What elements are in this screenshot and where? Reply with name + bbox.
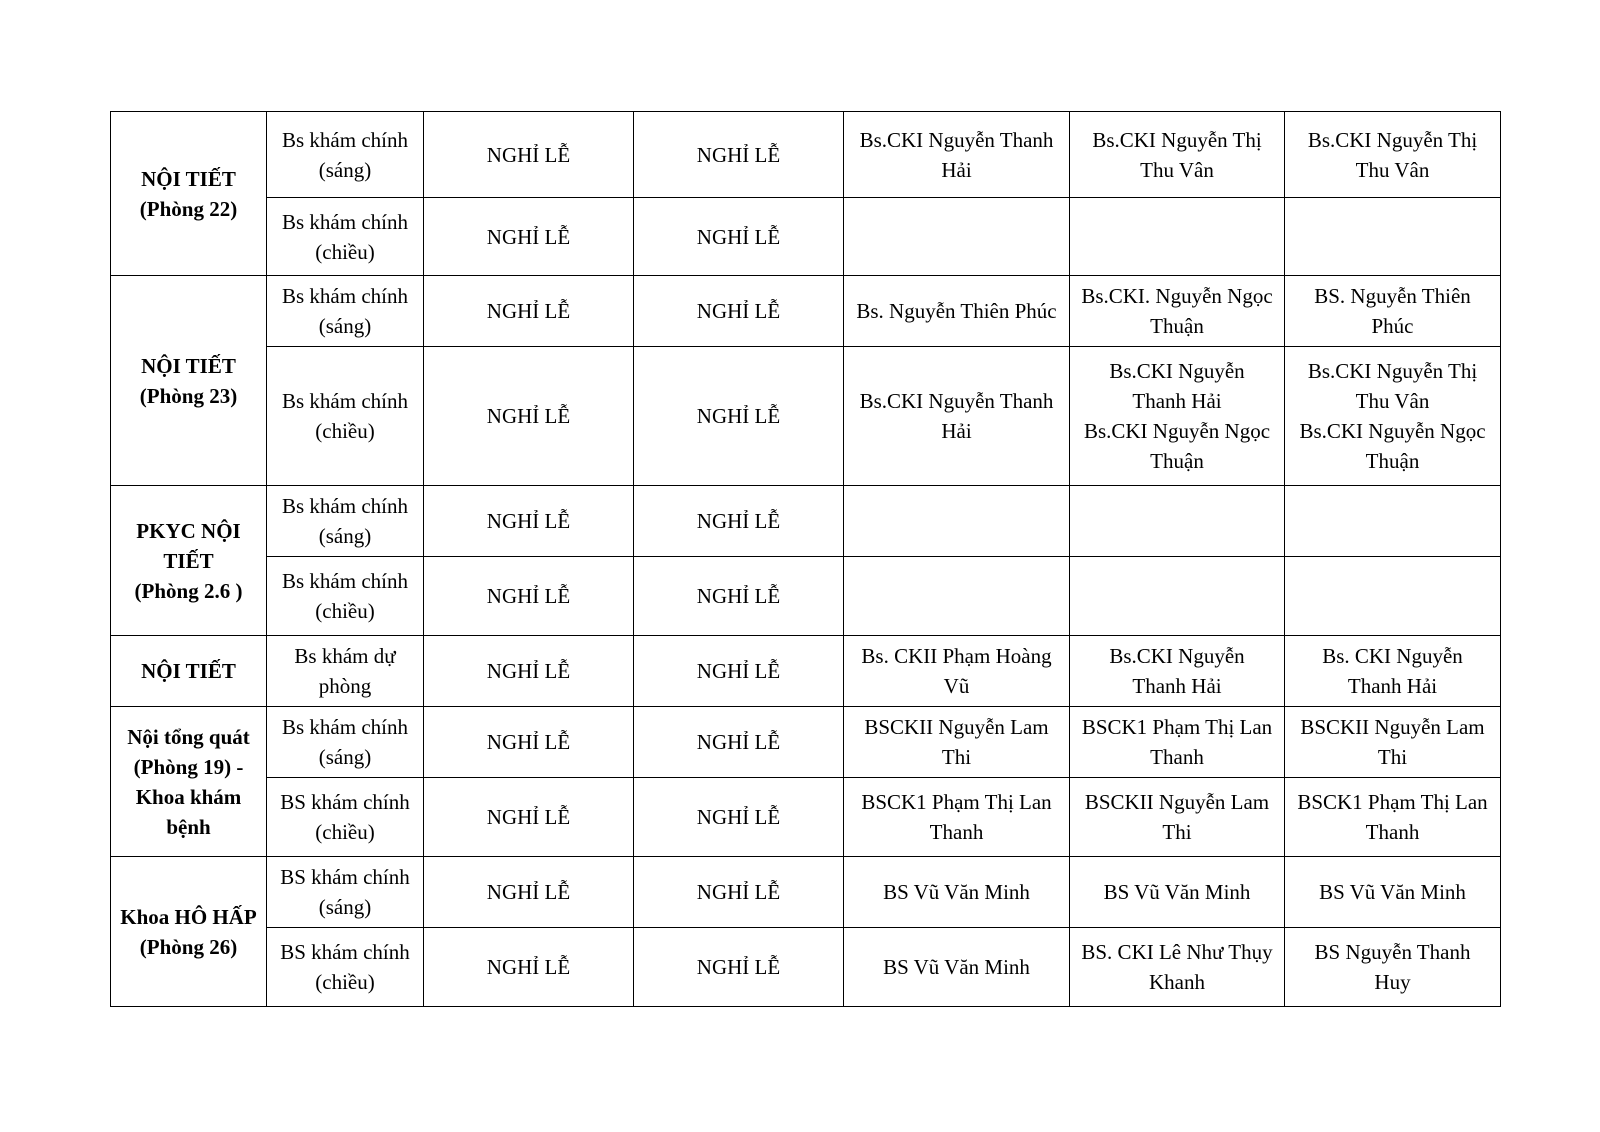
doctor-cell: Bs.CKI Nguyễn Thanh Hải — [844, 347, 1070, 486]
department-cell: NỘI TIẾT (Phòng 22) — [111, 112, 267, 276]
department-cell: NỘI TIẾT (Phòng 23) — [111, 276, 267, 486]
doctor-cell: BSCKII Nguyễn Lam Thi — [1070, 778, 1285, 857]
day-cell: NGHỈ LỄ — [424, 276, 634, 347]
table-row — [111, 276, 1501, 347]
day-cell: NGHỈ LỄ — [424, 486, 634, 557]
shift-cell: BS khám chính (chiều) — [267, 778, 424, 857]
shift-cell: Bs khám chính (sáng) — [267, 112, 424, 198]
doctor-cell: Bs. CKII Phạm Hoàng Vũ — [844, 636, 1070, 707]
day-cell: NGHỈ LỄ — [424, 857, 634, 928]
doctor-cell: Bs.CKI. Nguyễn Ngọc Thuận — [1070, 276, 1285, 347]
day-cell: NGHỈ LỄ — [424, 198, 634, 276]
doctor-cell — [844, 486, 1070, 557]
day-cell: NGHỈ LỄ — [634, 707, 844, 778]
doctor-cell: BSCK1 Phạm Thị Lan Thanh — [1285, 778, 1501, 857]
table-row — [111, 707, 1501, 778]
schedule-table — [110, 111, 1501, 1007]
doctor-cell: Bs. CKI Nguyễn Thanh Hải — [1285, 636, 1501, 707]
day-cell: NGHỈ LỄ — [634, 636, 844, 707]
day-cell: NGHỈ LỄ — [424, 347, 634, 486]
doctor-cell: BSCK1 Phạm Thị Lan Thanh — [844, 778, 1070, 857]
doctor-cell: Bs.CKI Nguyễn Thanh Hải Bs.CKI Nguyễn Ngọc Thuận — [1070, 347, 1285, 486]
doctor-cell: BS Vũ Văn Minh — [844, 857, 1070, 928]
shift-cell: Bs khám chính (chiều) — [267, 198, 424, 276]
shift-cell: Bs khám chính (sáng) — [267, 707, 424, 778]
day-cell: NGHỈ LỄ — [634, 347, 844, 486]
shift-cell: Bs khám chính (chiều) — [267, 347, 424, 486]
doctor-cell: Bs.CKI Nguyễn Thanh Hải — [844, 112, 1070, 198]
table-row — [111, 636, 1501, 707]
doctor-cell: BS Vũ Văn Minh — [844, 928, 1070, 1007]
doctor-cell: Bs.CKI Nguyễn Thị Thu Vân — [1285, 112, 1501, 198]
doctor-cell: Bs.CKI Nguyễn Thị Thu Vân — [1070, 112, 1285, 198]
shift-cell: Bs khám dự phòng — [267, 636, 424, 707]
doctor-cell: Bs.CKI Nguyễn Thanh Hải — [1070, 636, 1285, 707]
doctor-cell — [844, 557, 1070, 636]
day-cell: NGHỈ LỄ — [634, 198, 844, 276]
day-cell: NGHỈ LỄ — [634, 928, 844, 1007]
day-cell: NGHỈ LỄ — [424, 636, 634, 707]
day-cell: NGHỈ LỄ — [634, 857, 844, 928]
doctor-cell — [1070, 198, 1285, 276]
doctor-cell: BS Vũ Văn Minh — [1070, 857, 1285, 928]
table-row — [111, 557, 1501, 636]
doctor-cell: BSCK1 Phạm Thị Lan Thanh — [1070, 707, 1285, 778]
table-row — [111, 112, 1501, 198]
department-cell: PKYC NỘI TIẾT (Phòng 2.6 ) — [111, 486, 267, 636]
shift-cell: BS khám chính (sáng) — [267, 857, 424, 928]
shift-cell: Bs khám chính (sáng) — [267, 486, 424, 557]
day-cell: NGHỈ LỄ — [424, 557, 634, 636]
department-cell: NỘI TIẾT — [111, 636, 267, 707]
table-row — [111, 198, 1501, 276]
day-cell: NGHỈ LỄ — [634, 276, 844, 347]
table-row — [111, 347, 1501, 486]
doctor-cell — [844, 198, 1070, 276]
day-cell: NGHỈ LỄ — [634, 557, 844, 636]
table-row — [111, 778, 1501, 857]
doctor-cell — [1070, 557, 1285, 636]
day-cell: NGHỈ LỄ — [634, 778, 844, 857]
table-row — [111, 857, 1501, 928]
doctor-cell — [1070, 486, 1285, 557]
doctor-cell — [1285, 486, 1501, 557]
doctor-cell: BSCKII Nguyễn Lam Thi — [844, 707, 1070, 778]
shift-cell: BS khám chính (chiều) — [267, 928, 424, 1007]
doctor-cell: BS Nguyễn Thanh Huy — [1285, 928, 1501, 1007]
table-row — [111, 928, 1501, 1007]
shift-cell: Bs khám chính (chiều) — [267, 557, 424, 636]
doctor-cell: BS. Nguyễn Thiên Phúc — [1285, 276, 1501, 347]
table-row — [111, 486, 1501, 557]
doctor-cell — [1285, 557, 1501, 636]
doctor-cell — [1285, 198, 1501, 276]
doctor-cell: BS. CKI Lê Như Thụy Khanh — [1070, 928, 1285, 1007]
doctor-cell: Bs.CKI Nguyễn Thị Thu Vân Bs.CKI Nguyễn Ngọc Thuận — [1285, 347, 1501, 486]
department-cell: Nội tổng quát (Phòng 19) - Khoa khám bệnh — [111, 707, 267, 857]
department-cell: Khoa HÔ HẤP (Phòng 26) — [111, 857, 267, 1007]
day-cell: NGHỈ LỄ — [634, 112, 844, 198]
shift-cell: Bs khám chính (sáng) — [267, 276, 424, 347]
day-cell: NGHỈ LỄ — [424, 707, 634, 778]
day-cell: NGHỈ LỄ — [634, 486, 844, 557]
day-cell: NGHỈ LỄ — [424, 778, 634, 857]
day-cell: NGHỈ LỄ — [424, 928, 634, 1007]
doctor-cell: BS Vũ Văn Minh — [1285, 857, 1501, 928]
day-cell: NGHỈ LỄ — [424, 112, 634, 198]
doctor-cell: BSCKII Nguyễn Lam Thi — [1285, 707, 1501, 778]
doctor-cell: Bs. Nguyễn Thiên Phúc — [844, 276, 1070, 347]
